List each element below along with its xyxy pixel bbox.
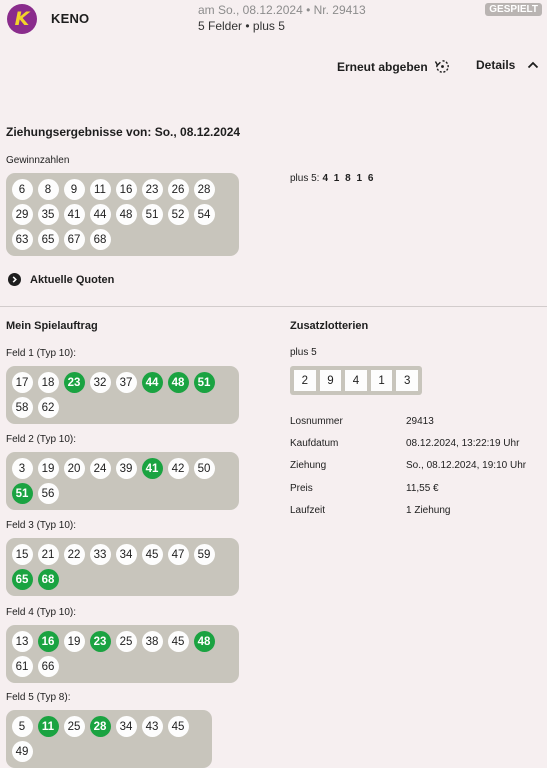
field-numbers-panel: [6, 710, 212, 768]
extra-lotteries-title: Zusatzlotterien: [290, 320, 369, 332]
arrow-right-icon: [8, 273, 21, 286]
winning-number-ball: 68: [90, 229, 111, 250]
winning-number-ball: 28: [194, 179, 215, 200]
field-number-ball: 34: [116, 544, 137, 565]
winning-number-ball: 54: [194, 204, 215, 225]
info-key: Ziehung: [290, 460, 327, 471]
field-number-ball: 32: [90, 372, 111, 393]
matched-number-ball: 23: [90, 631, 111, 652]
winning-number-ball: 63: [12, 229, 33, 250]
field-number-ball: 21: [38, 544, 59, 565]
chevron-up-icon: [527, 60, 539, 70]
field-label: Feld 1 (Typ 10):: [6, 348, 77, 359]
winning-number-ball: 67: [64, 229, 85, 250]
field-numbers-panel: [6, 625, 239, 683]
keno-logo: K: [7, 4, 37, 34]
info-value: 1 Ziehung: [406, 505, 451, 516]
winning-number-ball: 65: [38, 229, 59, 250]
field-label: Feld 5 (Typ 8):: [6, 692, 71, 703]
info-key: Preis: [290, 483, 313, 494]
winning-number-ball: 51: [142, 204, 163, 225]
field-number-ball: 49: [12, 741, 33, 762]
plus5-digit: 4: [345, 370, 367, 391]
field-numbers-panel: [6, 538, 239, 596]
replay-button[interactable]: [337, 58, 451, 75]
field-number-ball: 45: [142, 544, 163, 565]
matched-number-ball: 41: [142, 458, 163, 479]
section-divider: [0, 306, 547, 307]
plus5-digit: 2: [294, 370, 316, 391]
field-number-ball: 38: [142, 631, 163, 652]
matched-number-ball: 51: [194, 372, 215, 393]
field-number-ball: 62: [38, 397, 59, 418]
winning-number-ball: 6: [12, 179, 33, 200]
matched-number-ball: 65: [12, 569, 33, 590]
winning-number-ball: 48: [116, 204, 137, 225]
winning-number-ball: 26: [168, 179, 189, 200]
field-number-ball: 22: [64, 544, 85, 565]
winning-number-ball: 8: [38, 179, 59, 200]
info-key: Kaufdatum: [290, 438, 339, 449]
matched-number-ball: 16: [38, 631, 59, 652]
field-number-ball: 33: [90, 544, 111, 565]
field-number-ball: 47: [168, 544, 189, 565]
info-value: 11,55 €: [406, 483, 439, 494]
info-value: So., 08.12.2024, 19:10 Uhr: [406, 460, 527, 471]
field-number-ball: 58: [12, 397, 33, 418]
field-number-ball: 45: [168, 631, 189, 652]
current-odds-label: Aktuelle Quoten: [30, 273, 115, 286]
field-number-ball: 25: [64, 716, 85, 737]
field-number-ball: 13: [12, 631, 33, 652]
field-number-ball: 37: [116, 372, 137, 393]
info-value: 29413: [406, 416, 434, 427]
field-number-ball: 19: [38, 458, 59, 479]
field-number-ball: 59: [194, 544, 215, 565]
plus5-digit: 3: [396, 370, 418, 391]
status-badge: GESPIELT: [485, 3, 542, 16]
winning-number-ball: 9: [64, 179, 85, 200]
draw-plus5-label: plus 5:: [290, 173, 320, 184]
field-number-ball: 50: [194, 458, 215, 479]
field-number-ball: 18: [38, 372, 59, 393]
info-value: 08.12.2024, 13:22:19 Uhr: [406, 438, 520, 449]
field-number-ball: 25: [116, 631, 137, 652]
action-row: [0, 58, 547, 78]
info-key: Losnummer: [290, 416, 343, 427]
field-number-ball: 56: [38, 483, 59, 504]
draw-results-title: Ziehungsergebnisse von: So., 08.12.2024: [6, 125, 241, 139]
details-toggle[interactable]: [476, 58, 539, 72]
field-number-ball: 20: [64, 458, 85, 479]
extra-plus5-label: plus 5: [290, 347, 317, 358]
winning-number-ball: 11: [90, 179, 111, 200]
field-number-ball: 42: [168, 458, 189, 479]
winning-number-ball: 41: [64, 204, 85, 225]
matched-number-ball: 48: [194, 631, 215, 652]
field-number-ball: 66: [38, 656, 59, 677]
field-label: Feld 3 (Typ 10):: [6, 520, 77, 531]
field-number-ball: 61: [12, 656, 33, 677]
details-label: Details: [476, 58, 516, 72]
winning-number-ball: 16: [116, 179, 137, 200]
field-number-ball: 34: [116, 716, 137, 737]
field-number-ball: 43: [142, 716, 163, 737]
field-numbers-panel: [6, 366, 239, 424]
plus5-digit: 9: [320, 370, 342, 391]
field-number-ball: 45: [168, 716, 189, 737]
matched-number-ball: 48: [168, 372, 189, 393]
fields-summary: 5 Felder • plus 5: [198, 19, 285, 33]
field-label: Feld 2 (Typ 10):: [6, 434, 77, 445]
plus5-digits: [290, 366, 422, 395]
draw-date-number: am So., 08.12.2024 • Nr. 29413: [198, 3, 366, 17]
field-number-ball: 3: [12, 458, 33, 479]
current-odds-link[interactable]: [8, 273, 114, 286]
winning-number-ball: 35: [38, 204, 59, 225]
winning-number-ball: 29: [12, 204, 33, 225]
matched-number-ball: 68: [38, 569, 59, 590]
replay-label: Erneut abgeben: [337, 59, 428, 74]
field-number-ball: 39: [116, 458, 137, 479]
game-name: KENO: [51, 11, 90, 26]
matched-number-ball: 28: [90, 716, 111, 737]
matched-number-ball: 11: [38, 716, 59, 737]
order-title: Mein Spielauftrag: [6, 320, 98, 332]
replay-icon: [434, 58, 451, 75]
field-number-ball: 5: [12, 716, 33, 737]
matched-number-ball: 51: [12, 483, 33, 504]
matched-number-ball: 23: [64, 372, 85, 393]
field-numbers-panel: [6, 452, 239, 510]
winning-numbers-panel: [6, 173, 239, 256]
field-number-ball: 17: [12, 372, 33, 393]
ticket-header: [0, 0, 547, 40]
draw-plus5: [290, 173, 375, 184]
plus5-digit: 1: [371, 370, 393, 391]
field-number-ball: 19: [64, 631, 85, 652]
winning-number-ball: 23: [142, 179, 163, 200]
field-label: Feld 4 (Typ 10):: [6, 607, 77, 618]
field-number-ball: 24: [90, 458, 111, 479]
winning-numbers-label: Gewinnzahlen: [6, 155, 70, 166]
draw-plus5-value: 4 1 8 1 6: [322, 173, 375, 184]
field-number-ball: 15: [12, 544, 33, 565]
info-key: Laufzeit: [290, 505, 326, 516]
matched-number-ball: 44: [142, 372, 163, 393]
winning-number-ball: 44: [90, 204, 111, 225]
winning-number-ball: 52: [168, 204, 189, 225]
